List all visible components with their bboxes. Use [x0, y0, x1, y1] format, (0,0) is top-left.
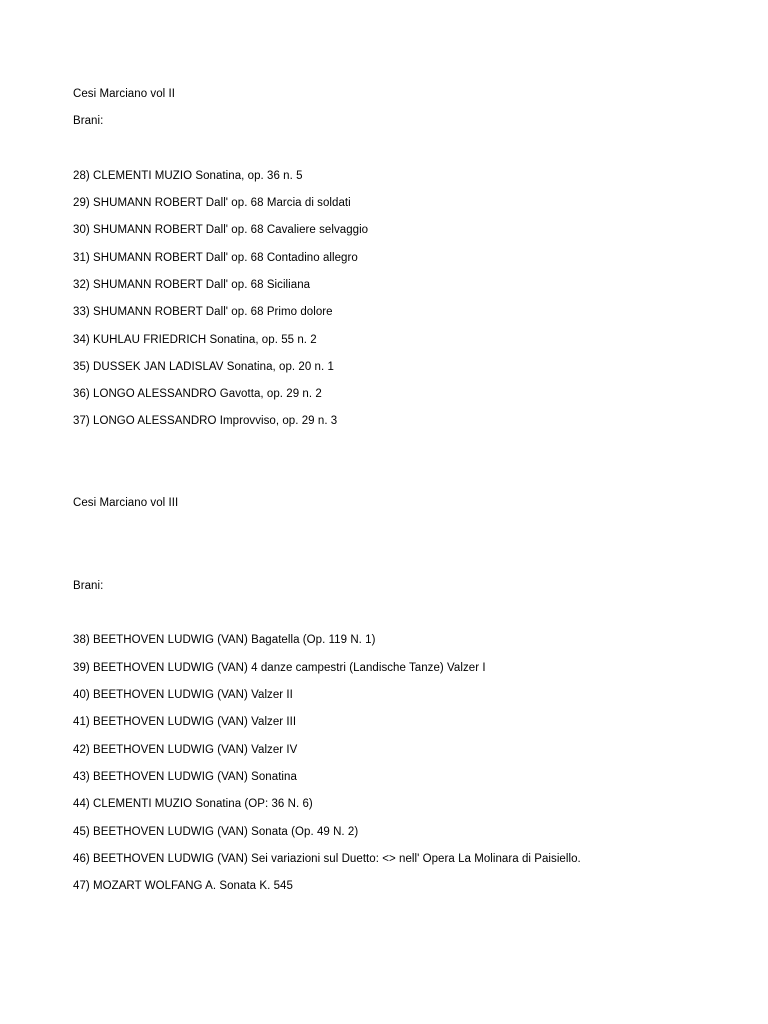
- list-item: 35) DUSSEK JAN LADISLAV Sonatina, op. 20 n. 1: [73, 361, 334, 373]
- list-item: 37) LONGO ALESSANDRO Improvviso, op. 29 n. 3: [73, 415, 338, 427]
- list-item: 28) CLEMENTI MUZIO Sonatina, op. 36 n. 5: [73, 170, 303, 182]
- list-item: 47) MOZART WOLFANG A. Sonata K. 545: [73, 880, 293, 892]
- list-item: 29) SHUMANN ROBERT Dall' op. 68 Marcia di soldati: [73, 197, 351, 209]
- list-item: 34) KUHLAU FRIEDRICH Sonatina, op. 55 n. 2: [73, 334, 317, 346]
- list-item: 41) BEETHOVEN LUDWIG (VAN) Valzer III: [73, 716, 297, 728]
- vol2-title: Cesi Marciano vol II: [73, 88, 175, 100]
- list-item: 36) LONGO ALESSANDRO Gavotta, op. 29 n. 2: [73, 388, 322, 400]
- list-item: 39) BEETHOVEN LUDWIG (VAN) 4 danze campestri (Landische Tanze) Valzer I: [73, 662, 486, 674]
- list-item: 44) CLEMENTI MUZIO Sonatina (OP: 36 N. 6): [73, 798, 313, 810]
- list-item: 30) SHUMANN ROBERT Dall' op. 68 Cavaliere selvaggio: [73, 224, 369, 236]
- list-item: 45) BEETHOVEN LUDWIG (VAN) Sonata (Op. 49 N. 2): [73, 826, 359, 838]
- list-item: 32) SHUMANN ROBERT Dall' op. 68 Siciliana: [73, 279, 311, 291]
- list-item: 40) BEETHOVEN LUDWIG (VAN) Valzer II: [73, 689, 293, 701]
- vol2-brani-label: Brani:: [73, 115, 104, 127]
- list-item: 42) BEETHOVEN LUDWIG (VAN) Valzer IV: [73, 744, 298, 756]
- list-item: 46) BEETHOVEN LUDWIG (VAN) Sei variazioni sul Duetto: <> nell' Opera La Molinara di Paisiello.: [73, 853, 581, 865]
- vol3-brani-label: Brani:: [73, 580, 104, 592]
- list-item: 43) BEETHOVEN LUDWIG (VAN) Sonatina: [73, 771, 297, 783]
- list-item: 31) SHUMANN ROBERT Dall' op. 68 Contadino allegro: [73, 252, 358, 264]
- list-item: 38) BEETHOVEN LUDWIG (VAN) Bagatella (Op. 119 N. 1): [73, 634, 376, 646]
- vol3-title: Cesi Marciano vol III: [73, 497, 179, 509]
- list-item: 33) SHUMANN ROBERT Dall' op. 68 Primo dolore: [73, 306, 333, 318]
